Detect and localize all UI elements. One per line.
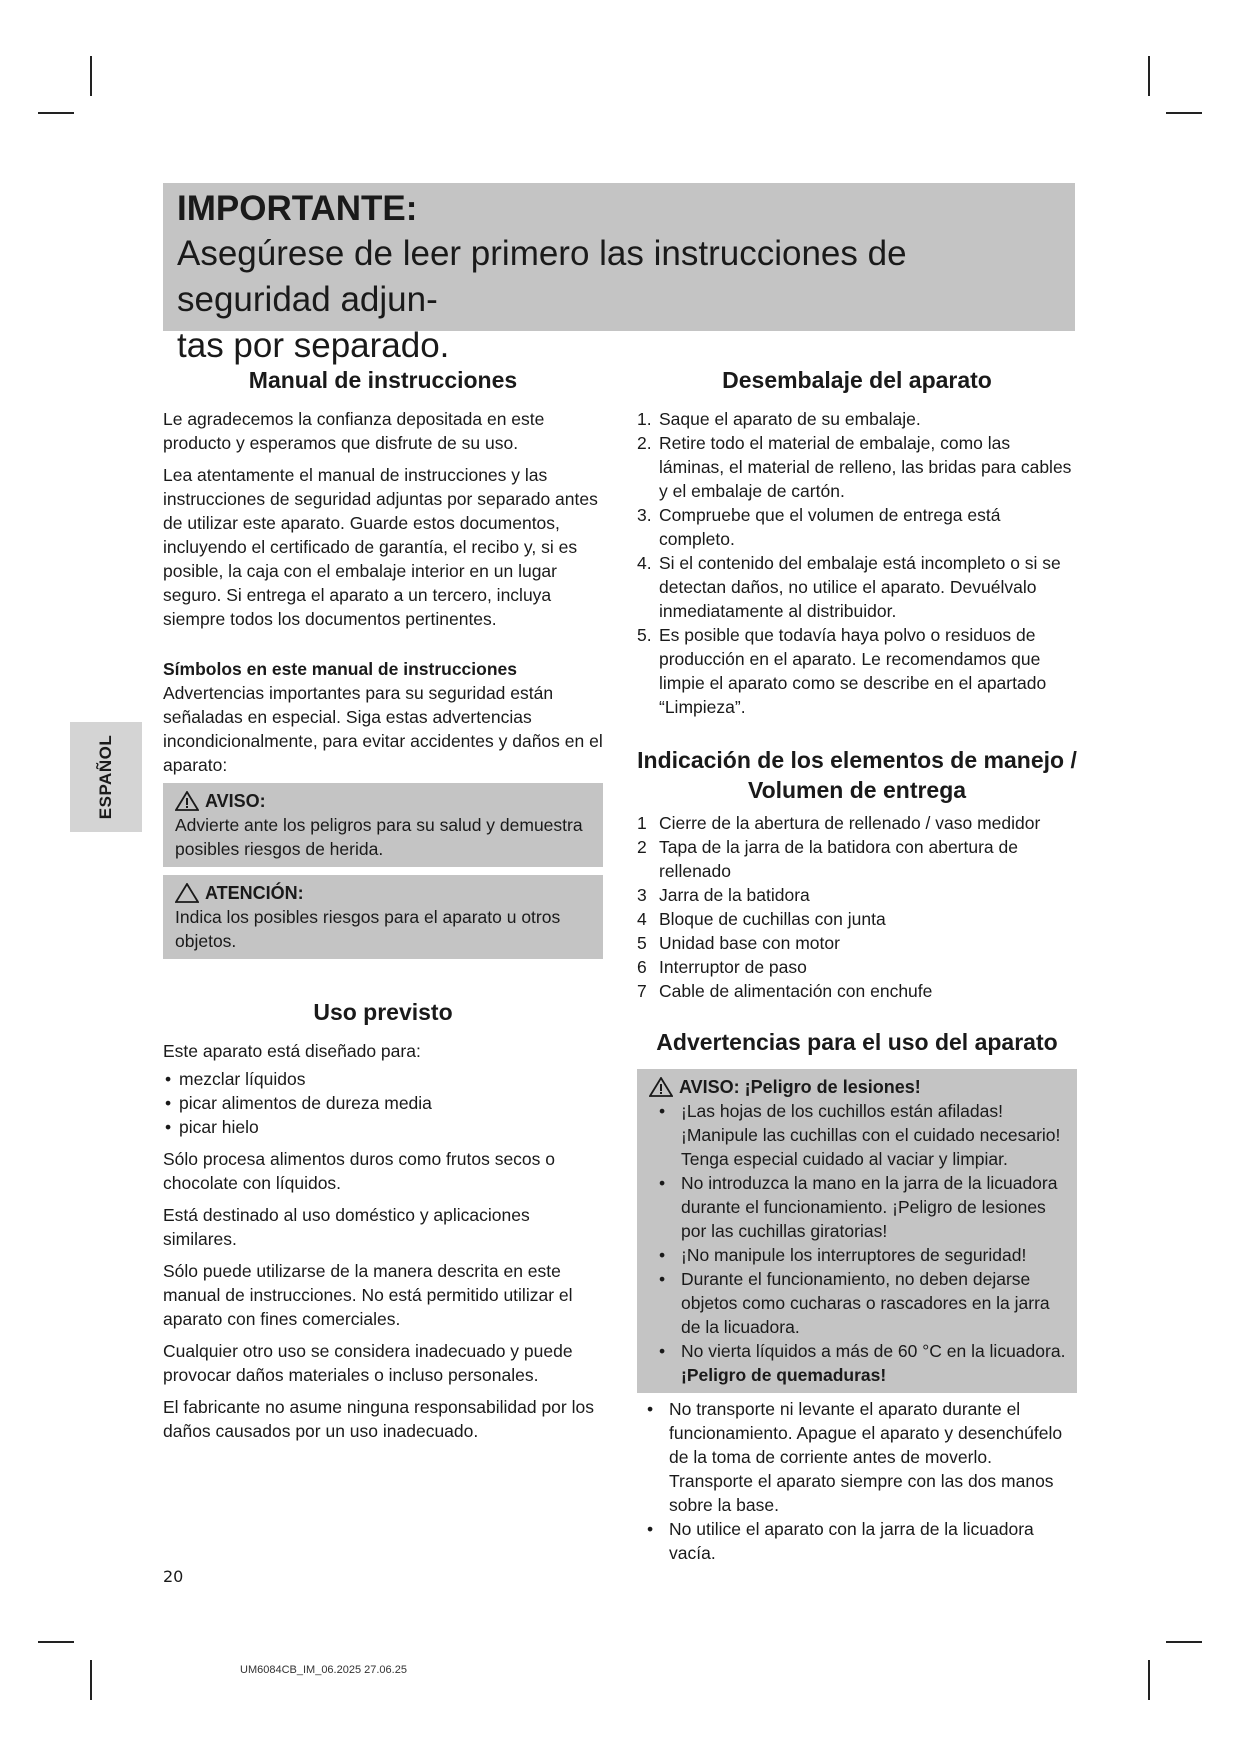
document-code: UM6084CB_IM_06.2025 27.06.25: [240, 1664, 407, 1676]
crop-mark: [1148, 56, 1150, 96]
warnings-box-title: AVISO: ¡Peligro de lesiones!: [679, 1077, 921, 1097]
list-item: • ¡No manipule los interruptores de seguridad!: [659, 1245, 1027, 1265]
right-column: [637, 365, 1077, 1565]
warnings-box: [637, 1069, 1077, 1393]
aviso-box: [163, 783, 603, 867]
list-item: • ¡Las hojas de los cuchillos están afiladas! ¡Manipule las cuchillas con el cuidado necesario! Tenga especial cuidado al vaciar y limpiar.: [659, 1101, 1061, 1169]
burn-warning: ¡Peligro de quemaduras!: [681, 1365, 887, 1385]
list-item: • No utilice el aparato con la jarra de la licuadora vacía.: [647, 1519, 1034, 1563]
section-heading-manual: Manual de instrucciones: [248, 367, 518, 393]
paragraph: Este aparato está diseñado para:: [163, 1041, 421, 1061]
page-number: 20: [163, 1567, 184, 1586]
elements-list: [637, 811, 1077, 1003]
important-title: IMPORTANTE:: [177, 189, 418, 228]
crop-mark: [38, 112, 74, 114]
crop-mark: [90, 1660, 92, 1700]
language-tab: [70, 722, 142, 832]
important-line: tas por separado.: [177, 326, 450, 365]
warning-triangle-icon: [175, 883, 199, 903]
aviso-text: Advierte ante los peligros para su salud y demuestra posibles riesgos de herida.: [175, 815, 583, 859]
important-banner: [163, 183, 1075, 365]
paragraph: Está destinado al uso doméstico y aplicaciones similares.: [163, 1205, 530, 1249]
subheading-symbols: Símbolos en este manual de instrucciones: [163, 659, 517, 679]
list-item: • picar hielo: [163, 1115, 603, 1139]
list-item: • Durante el funcionamiento, no deben dejarse objetos como cucharas o rascadores en la jarra de la licuadora.: [659, 1269, 1050, 1337]
atencion-box: [163, 875, 603, 959]
list-item: 1. Saque el aparato de su embalaje.: [637, 409, 921, 429]
section-heading-unpacking: Desembalaje del aparato: [722, 367, 992, 393]
paragraph: Sólo procesa alimentos duros como frutos secos o chocolate con líquidos.: [163, 1149, 555, 1193]
paragraph: Cualquier otro uso se considera inadecuado y puede provocar daños materiales o incluso personales.: [163, 1341, 573, 1385]
list-item: 5. Es posible que todavía haya polvo o residuos de producción en el aparato. Le recomendamos que limpie el aparato como se describe en el apartado “Limpieza”.: [637, 625, 1047, 717]
paragraph: El fabricante no asume ninguna responsabilidad por los daños causados por un uso inadecuado.: [163, 1397, 594, 1441]
list-item: 5 Unidad base con motor: [637, 933, 840, 953]
list-item: 3 Jarra de la batidora: [637, 885, 810, 905]
list-item: 7 Cable de alimentación con enchufe: [637, 981, 933, 1001]
uso-list: [163, 1067, 603, 1139]
warnings-list: [637, 1397, 1077, 1565]
list-item: 2. Retire todo el material de embalaje, como las láminas, el material de relleno, las bridas para cables y el embalaje de cartón.: [637, 433, 1072, 501]
language-label: ESPAÑOL: [96, 734, 115, 820]
warning-triangle-icon: [175, 791, 199, 811]
atencion-title: ATENCIÓN:: [205, 883, 304, 903]
left-column: [163, 365, 603, 1451]
list-item: 2 Tapa de la jarra de la batidora con abertura de rellenado: [637, 837, 1018, 881]
warning-triangle-icon: [649, 1077, 673, 1097]
paragraph: Lea atentamente el manual de instrucciones y las instrucciones de seguridad adjuntas por separado antes de utilizar este aparato. Guarde estos documentos, incluyendo el certificado de garantía, el recibo y, si es posible, la caja con el embalaje interior en un lugar seguro. Si entrega el aparato a un tercero, incluya siempre todos los documentos pertinentes.: [163, 465, 598, 629]
crop-mark: [1148, 1660, 1150, 1700]
crop-mark: [1166, 1641, 1202, 1643]
paragraph: Sólo puede utilizarse de la manera descrita en este manual de instrucciones. No está permitido utilizar el aparato con fines comerciales.: [163, 1261, 573, 1329]
crop-mark: [1166, 112, 1202, 114]
section-heading-elements: Indicación de los elementos de manejo / Volumen de entrega: [637, 747, 1077, 803]
crop-mark: [38, 1641, 74, 1643]
atencion-text: Indica los posibles riesgos para el aparato u otros objetos.: [175, 907, 561, 951]
warnings-box-list: [649, 1099, 1067, 1387]
section-heading-warnings: Advertencias para el uso del aparato: [656, 1029, 1058, 1055]
unpacking-steps: [637, 407, 1077, 719]
paragraph: Le agradecemos la confianza depositada en este producto y esperamos que disfrute de su uso.: [163, 409, 545, 453]
list-item: • mezclar líquidos: [163, 1067, 603, 1091]
list-item: • picar alimentos de dureza media: [163, 1091, 603, 1115]
important-line: Asegúrese de leer primero las instrucciones de seguridad adjun-: [177, 234, 907, 319]
list-item: • No vierta líquidos a más de 60 °C en la licuadora. ¡Peligro de quemaduras!: [659, 1341, 1066, 1385]
list-item: • No introduzca la mano en la jarra de la licuadora durante el funcionamiento. ¡Peligro de lesiones por las cuchillas giratorias!: [659, 1173, 1058, 1241]
paragraph: Advertencias importantes para su seguridad están señaladas en especial. Siga estas advertencias incondicionalmente, para evitar accidentes y daños en el aparato:: [163, 683, 603, 775]
aviso-title: AVISO:: [205, 791, 266, 811]
crop-mark: [90, 56, 92, 96]
list-item: 6 Interruptor de paso: [637, 957, 807, 977]
list-item: 3. Compruebe que el volumen de entrega está completo.: [637, 505, 1001, 549]
list-item: 1 Cierre de la abertura de rellenado / vaso medidor: [637, 813, 1041, 833]
list-item: 4. Si el contenido del embalaje está incompleto o si se detectan daños, no utilice el aparato. Devuélvalo inmediatamente al distribuidor.: [637, 553, 1061, 621]
list-item: 4 Bloque de cuchillas con junta: [637, 909, 886, 929]
list-item: • No transporte ni levante el aparato durante el funcionamiento. Apague el aparato y desenchúfelo de la toma de corriente antes de moverlo. Transporte el aparato siempre con las dos manos sobre la base.: [647, 1399, 1063, 1515]
section-heading-uso: Uso previsto: [313, 999, 453, 1025]
